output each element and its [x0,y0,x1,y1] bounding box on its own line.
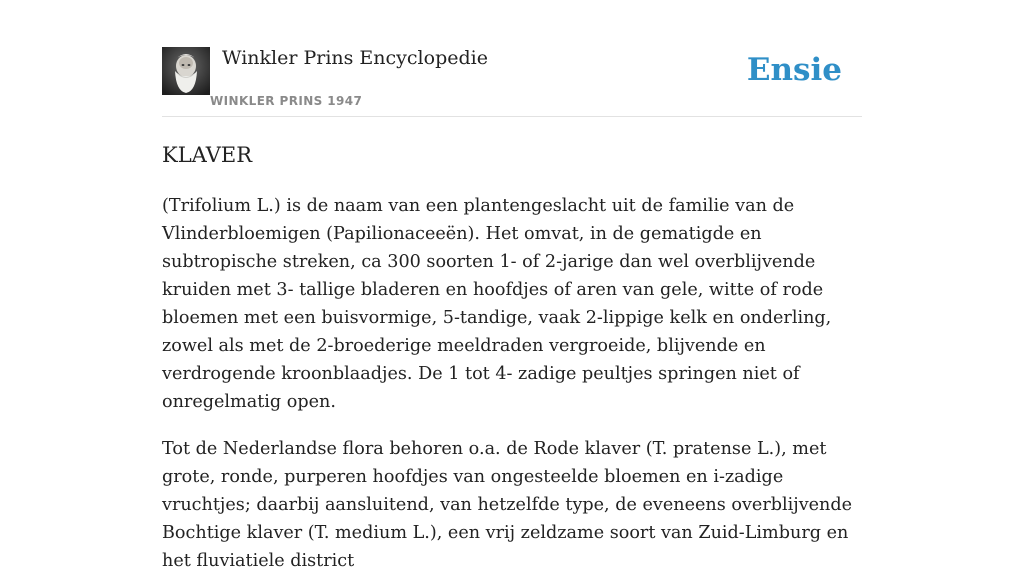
article-paragraph: (Trifolium L.) is de naam van een plantengeslacht uit de familie van de Vlinderbloemigen (Papilionaceeën). Het omvat, in de gematigde en subtropische streken, ca 300 soorten 1- of 2-jarige dan wel overblijvende kruiden met 3- tallige bladeren en hoofdjes of aren van gele, witte of rode bloemen met een buisvormige, 5-tandige, vaak 2-lippige kelk en onderling, zowel als met de 2-broederige meeldraden vergroeide, blijvende en verdrogende kroonblaadjes. De 1 tot 4- zadige peultjes springen niet of onregelmatig open. [162,196,832,412]
article-paragraph: Tot de Nederlandse flora behoren o.a. de Rode klaver (T. pratense L.), met grote, ronde, purperen hoofdjes van ongesteelde bloemen en i-zadige vruchtjes; daarbij aansluitend, van hetzelfde type, de eveneens overblijvende Bochtige klaver (T. medium L.), een vrij zeldzame soort van Zuid-Limburg en het fluviatiele district [162,439,853,571]
site-name[interactable]: Winkler Prins Encyclopedie [222,47,488,69]
article [162,140,872,575]
site-label[interactable]: WINKLER PRINS 1947 [210,94,363,108]
brand-logo[interactable]: Ensie [746,52,842,88]
author-avatar[interactable] [162,47,210,95]
bearded-man-portrait-icon [162,47,210,95]
site-header [162,46,862,117]
article-title: KLAVER [162,143,253,167]
